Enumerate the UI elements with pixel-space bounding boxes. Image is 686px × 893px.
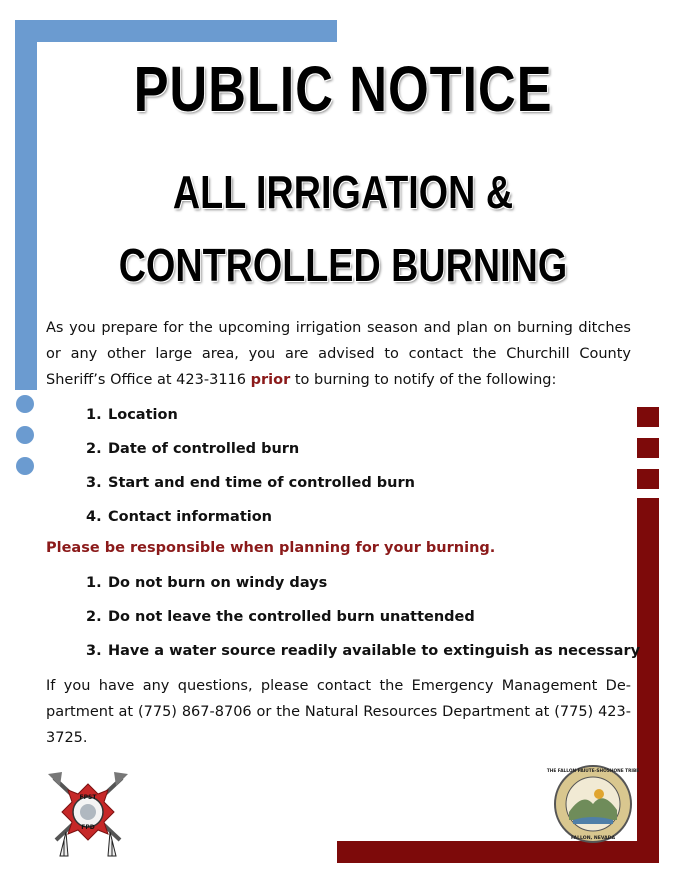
blue-dot (16, 395, 34, 413)
list-number: 3. (86, 643, 102, 659)
fire-logo-bottom-text: FPD (81, 824, 95, 831)
list-text: Date of controlled burn (108, 441, 300, 457)
notice-subtitle-line1: ALL IRRIGATION & (172, 166, 514, 218)
list-number: 1. (86, 407, 102, 423)
list-text: Contact information (108, 509, 273, 525)
notice-title: PUBLIC NOTICE (133, 53, 553, 125)
list-item (86, 474, 415, 508)
red-square (637, 438, 659, 458)
intro-text-before: As you prepare for the upcoming irrigation season and plan on burning ditches or any other large area, you are advised to contact the Churchill County Sheriff’s Office at 423-3116 (46, 320, 631, 388)
list-item (86, 608, 640, 642)
list-item (86, 642, 640, 676)
seal-bottom-text: FALLON, NEVADA (570, 836, 616, 841)
list-item (86, 440, 415, 474)
blue-dot (16, 426, 34, 444)
notice-subtitle-line2: CONTROLLED BURNING (118, 239, 568, 291)
fire-department-logo-icon (44, 770, 132, 860)
list-number: 2. (86, 609, 102, 625)
blue-dot (16, 457, 34, 475)
list-text: Do not burn on windy days (108, 575, 328, 591)
list-number: 2. (86, 441, 102, 457)
list-text: Have a water source readily available to extinguish as necessary (108, 643, 641, 659)
warning-text: Please be responsible when planning for your burning. (46, 540, 496, 556)
list-item (86, 508, 415, 542)
blue-frame-left (15, 20, 37, 390)
intro-emphasis: prior (250, 372, 291, 388)
list-number: 1. (86, 575, 102, 591)
closing-paragraph: If you have any questions, please contact the Emergency Management Department at (775) 867-8706 or the Natural Resources Department at (775) 423-3725. (46, 678, 631, 746)
red-square (637, 469, 659, 489)
red-square (637, 407, 659, 427)
intro-text-after: to burning to notify of the following: (290, 372, 557, 388)
tribe-seal-icon (546, 764, 640, 844)
red-frame-right (637, 498, 659, 863)
red-frame-bottom (337, 841, 659, 863)
list-number: 3. (86, 475, 102, 491)
blue-frame-top (15, 20, 337, 42)
list-number: 4. (86, 509, 102, 525)
fire-logo-top-text: FPST (79, 794, 97, 801)
intro-paragraph (46, 315, 631, 393)
list-text: Location (108, 407, 178, 423)
list-text: Start and end time of controlled burn (108, 475, 415, 491)
notify-list (86, 406, 415, 542)
list-item (86, 574, 640, 608)
list-text: Do not leave the controlled burn unattended (108, 609, 475, 625)
list-item (86, 406, 415, 440)
rules-list (86, 574, 640, 676)
seal-top-text: THE FALLON PAIUTE-SHOSHONE TRIBE (546, 769, 640, 774)
